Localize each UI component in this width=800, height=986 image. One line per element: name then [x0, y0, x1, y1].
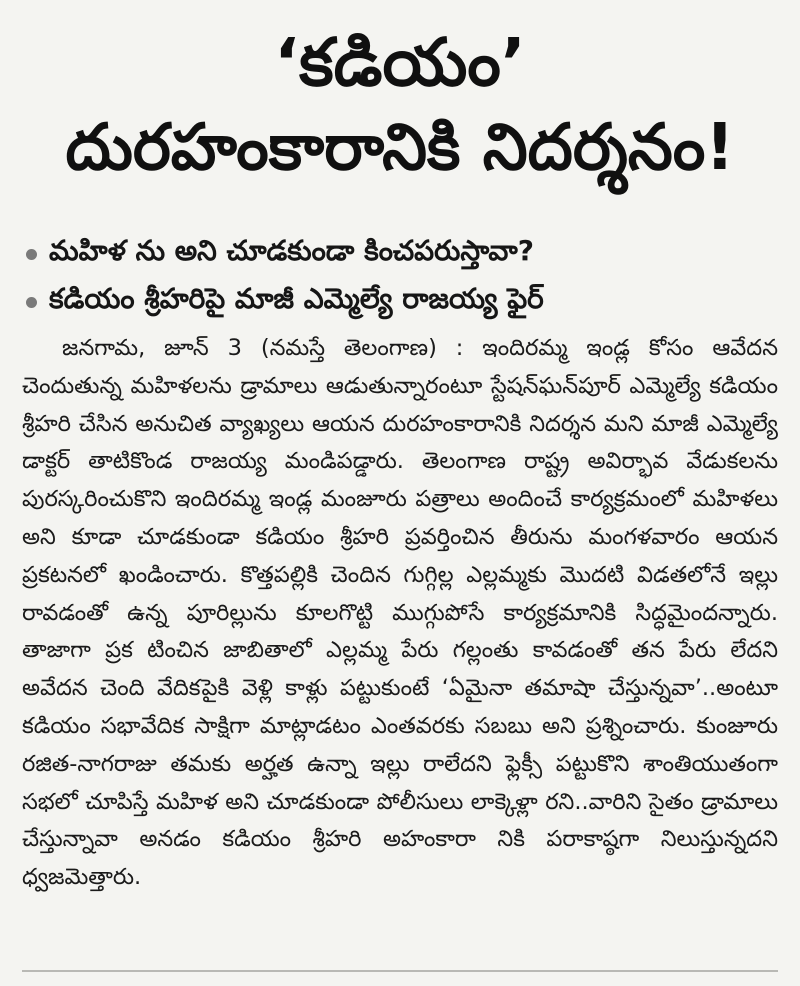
subhead-item [22, 230, 778, 278]
subhead-item [22, 278, 778, 326]
subhead-text: కడియం శ్రీహరిపై మాజీ ఎమ్మెల్యే రాజయ్య ఫైర్ [49, 282, 544, 315]
bottom-divider [22, 970, 778, 972]
headline-line-2: దురహంకారానికి నిదర్శనం! [65, 111, 735, 185]
headline [22, 0, 778, 216]
bullet-icon [26, 297, 37, 308]
article-body: జనగామ, జూన్ 3 (నమస్తే తెలంగాణ) : ఇందిరమ్మ ఇండ్ల కోసం ఆవేదన చెందుతున్న మహిళలను డ్రామాలు ఆడుతున్నారంటూ స్టేషన్‌ఘన్‌పూర్ ఎమ్మెల్యే కడియం శ్రీహరి చేసిన అనుచిత వ్యాఖ్యలు ఆయన దురహంకారానికి నిదర్శన మని మాజీ ఎమ్మెల్యే డాక్టర్ తాటికొండ రాజయ్య మండిపడ్డారు. తెలంగాణ రాష్ట్ర అవిర్భావ వేడుకలను పురస్కరించుకొని ఇందిరమ్మ ఇండ్ల మంజూరు పత్రాలు అందించే కార్యక్రమంలో మహిళలు అని కూడా చూడకుండా కడియం శ్రీహరి ప్రవర్తించిన తీరును మంగళవారం ఆయన ప్రకటనలో ఖండించారు. కొత్తపల్లికి చెందిన గుగ్గిల్ల ఎల్లమ్మకు మొదటి విడతలోనే ఇల్లు రావడంతో ఉన్న పూరిల్లును కూలగొట్టి ముగ్గుపోసే కార్యక్రమానికి సిద్ధమైందన్నారు. తాజాగా ప్రక టించిన జాబితాలో ఎల్లమ్మ పేరు గల్లంతు కావడంతో తన పేరు లేదని అవేదన చెంది వేదికపైకి వెళ్లి కాళ్లు పట్టుకుంటే ‘ఏమైనా తమాషా చేస్తున్నవా’..అంటూ కడియం సభావేదిక సాక్షిగా మాట్లాడటం ఎంతవరకు సబబు అని ప్రశ్నించారు. కుంజూరు రజిత-నాగరాజు తమకు అర్హత ఉన్నా ఇల్లు రాలేదని ఫ్లెక్సీ పట్టుకొని శాంతియుతంగా సభలో చూపిస్తే మహిళ అని చూడకుండా పోలీసులు లాక్కెళ్లా రని..వారిని సైతం డ్రామాలు చేస్తున్నావా అనడం కడియం శ్రీహరి అహంకారా నికి పరాకాష్ఠగా నిలుస్తున్నదని ధ్వజమెత్తారు. [22, 335, 778, 891]
subheads [22, 230, 778, 326]
bullet-icon [26, 249, 37, 260]
headline-line-1: ‘కడియం’ [274, 24, 526, 101]
subhead-text: మహిళ ను అని చూడకుండా కించపరుస్తావా? [49, 234, 534, 267]
